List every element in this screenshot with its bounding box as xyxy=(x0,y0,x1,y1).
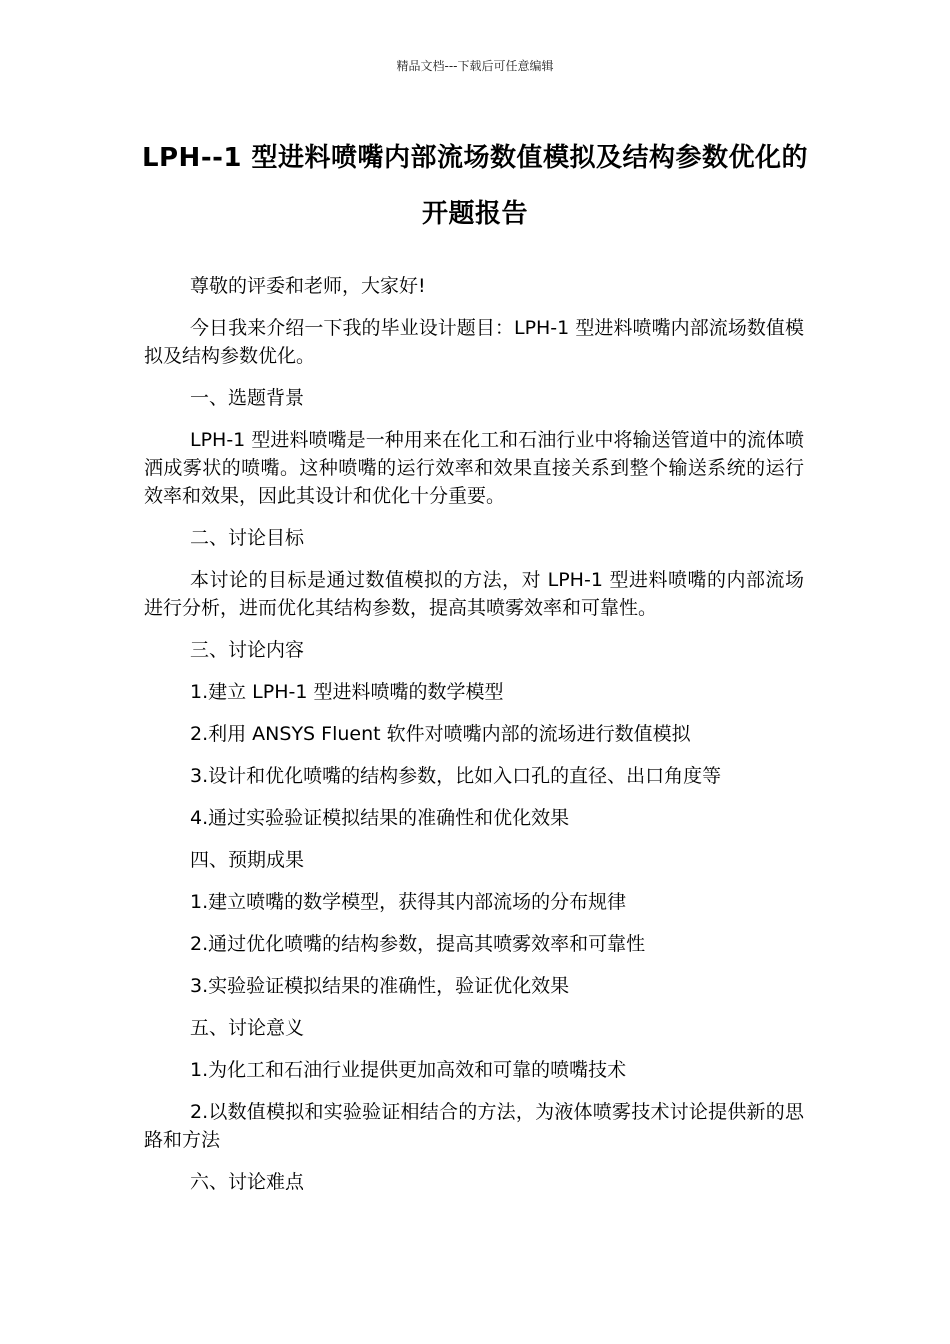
paragraph-background: LPH-1 型进料喷嘴是一种用来在化工和石油行业中将输送管道中的流体喷洒成雾状的喷嘴。这种喷嘴的运行效率和效果直接关系到整个输送系统的运行效率和效果，因此其设计和优化十分重要。 xyxy=(144,429,804,507)
document-title: LPH--1 型进料喷嘴内部流场数值模拟及结构参数优化的开题报告 xyxy=(141,143,809,229)
list-item-content-2: 2.利用 ANSYS Fluent 软件对喷嘴内部的流场进行数值模拟 xyxy=(190,723,691,745)
section-heading-goals: 二、讨论目标 xyxy=(190,527,305,549)
list-item-significance-1: 1.为化工和石油行业提供更加高效和可靠的喷嘴技术 xyxy=(190,1059,627,1081)
section-heading-difficulties: 六、讨论难点 xyxy=(190,1171,305,1193)
section-heading-content: 三、讨论内容 xyxy=(190,639,305,661)
list-item-significance-2: 2.以数值模拟和实验验证相结合的方法，为液体喷雾技术讨论提供新的思路和方法 xyxy=(144,1101,804,1151)
page-header-note: 精品文档---下载后可任意编辑 xyxy=(396,59,554,73)
section-heading-significance: 五、讨论意义 xyxy=(190,1017,305,1039)
list-item-content-1: 1.建立 LPH-1 型进料喷嘴的数学模型 xyxy=(190,681,504,703)
list-item-content-3: 3.设计和优化喷嘴的结构参数，比如入口孔的直径、出口角度等 xyxy=(190,765,722,787)
list-item-content-4: 4.通过实验验证模拟结果的准确性和优化效果 xyxy=(190,807,570,829)
document-body xyxy=(144,272,804,1210)
list-item-outcome-3: 3.实验验证模拟结果的准确性，验证优化效果 xyxy=(190,975,570,997)
list-item-outcome-1: 1.建立喷嘴的数学模型，获得其内部流场的分布规律 xyxy=(190,891,627,913)
section-heading-background: 一、选题背景 xyxy=(190,387,305,409)
section-heading-outcomes: 四、预期成果 xyxy=(190,849,305,871)
paragraph-greeting: 尊敬的评委和老师，大家好! xyxy=(190,275,426,297)
list-item-outcome-2: 2.通过优化喷嘴的结构参数，提高其喷雾效率和可靠性 xyxy=(190,933,646,955)
paragraph-intro: 今日我来介绍一下我的毕业设计题目：LPH-1 型进料喷嘴内部流场数值模拟及结构参数优化。 xyxy=(144,317,804,367)
paragraph-goals: 本讨论的目标是通过数值模拟的方法，对 LPH-1 型进料喷嘴的内部流场进行分析，进而优化其结构参数，提高其喷雾效率和可靠性。 xyxy=(144,569,804,619)
